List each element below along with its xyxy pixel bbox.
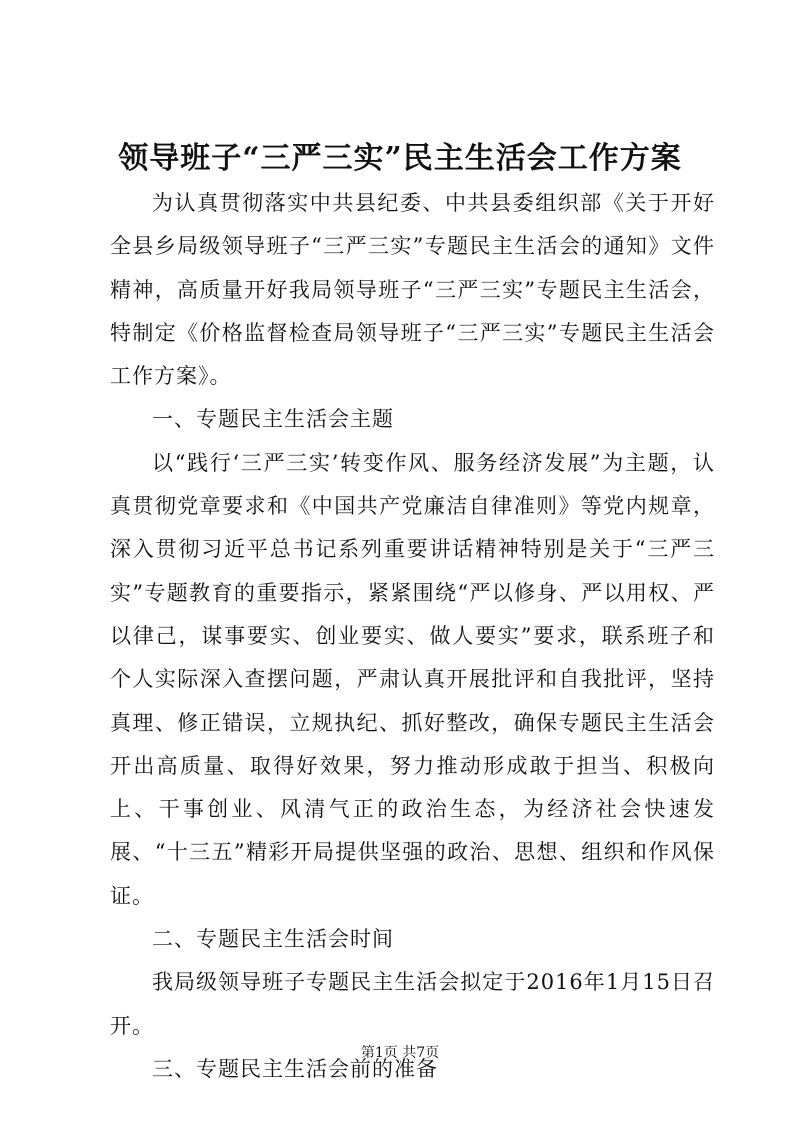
document-title: 领导班子“三严三实”民主生活会工作方案	[118, 141, 682, 176]
paragraph-time: 我局级领导班子专题民主生活会拟定于2016年1月15日召开。	[110, 970, 715, 1038]
page-number-footer: 第1页 共7页	[360, 1045, 440, 1061]
paragraph-intro: 为认真贯彻落实中共县纪委、中共县委组织部《关于开好全县乡局级领导班子“三严三实”专题民主生活会的通知》文件精神，高质量开好我局领导班子“三严三实”专题民主生活会，特制定《价格监督检查局领导班子“三严三实”专题民主生活会工作方案》。	[110, 191, 715, 389]
document-body	[110, 182, 715, 1091]
paragraph-theme: 以“践行‘三严三实’转变作风、服务经济发展”为主题，认真贯彻党章要求和《中国共产党廉洁自律准则》等党内规章，深入贯彻习近平总书记系列重要讲话精神特别是关于“三严三实”专题教育的重要指示，紧紧围绕“严以修身、严以用权、严以律己，谋事要实、创业要实、做人要实”要求，联系班子和个人实际深入查摆问题，严肃认真开展批评和自我批评，坚持真理、修正错误，立规执纪、抓好整改，确保专题民主生活会开出高质量、取得好效果，努力推动形成敢于担当、积极向上、干事创业、风清气正的政治生态，为经济社会快速发展、“十三五”精彩开局提供坚强的政治、思想、组织和作风保证。	[110, 450, 715, 908]
section-heading-time: 二、专题民主生活会时间	[152, 927, 394, 952]
section-heading-preparation: 三、专题民主生活会前的准备	[152, 1056, 438, 1081]
section-heading-theme: 一、专题民主生活会主题	[152, 407, 394, 432]
